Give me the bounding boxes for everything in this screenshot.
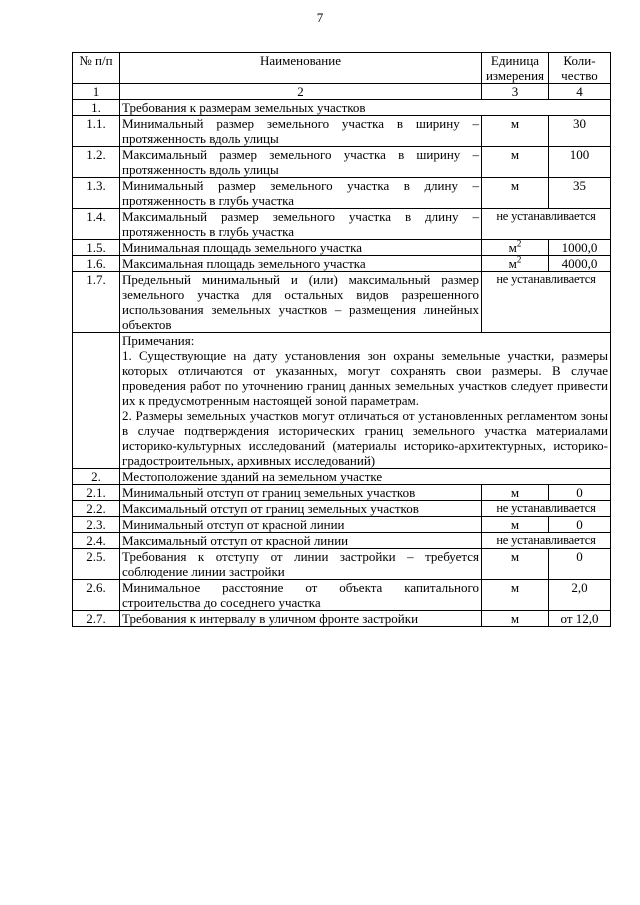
- row-num: 1.3.: [73, 178, 120, 209]
- row-merged-value: не устанавливается: [482, 533, 611, 549]
- notes-num-cell: [73, 333, 120, 469]
- index-cell: 4: [549, 84, 611, 100]
- table-row: [73, 178, 611, 209]
- row-name: Максимальный размер земельного участка в ширину – протяженность вдоль улицы: [120, 147, 482, 178]
- row-name: Максимальный размер земельного участка в длину – протяженность в глубь участка: [120, 209, 482, 240]
- page-number: 7: [316, 10, 324, 25]
- row-qty: 30: [549, 116, 611, 147]
- notes-paragraph-1: 1. Существующие на дату установления зон охраны земельные участки, размеры которых отличаются от указанных, могут сохранять свои размеры. В случае проведения работ по уточнению границ данных земельных участков следует привести их к предусмотренным настоящей зоной параметрам.: [122, 348, 608, 408]
- header-qty: Коли-чество: [549, 53, 611, 84]
- index-row: [73, 84, 611, 100]
- unit-superscript: 2: [516, 254, 522, 265]
- row-name: Минимальная площадь земельного участка: [120, 240, 482, 256]
- table-row: [73, 580, 611, 611]
- header-num: № п/п: [73, 53, 120, 84]
- row-merged-value: не устанавливается: [482, 501, 611, 517]
- row-qty: 0: [549, 517, 611, 533]
- row-num: 2.6.: [73, 580, 120, 611]
- row-num: 1.1.: [73, 116, 120, 147]
- row-unit: м: [482, 116, 549, 147]
- table-row: [73, 533, 611, 549]
- row-qty: 100: [549, 147, 611, 178]
- section-title: Требования к размерам земельных участков: [120, 100, 611, 116]
- table-row: [73, 100, 611, 116]
- row-qty: от 12,0: [549, 611, 611, 627]
- row-unit: м: [482, 147, 549, 178]
- notes-cell: [120, 333, 611, 469]
- row-name: Максимальный отступ от красной линии: [120, 533, 482, 549]
- table-row: [73, 549, 611, 580]
- index-cell: 1: [73, 84, 120, 100]
- index-cell: 3: [482, 84, 549, 100]
- row-name: Минимальный отступ от красной линии: [120, 517, 482, 533]
- row-unit: [482, 240, 549, 256]
- table-row: [73, 611, 611, 627]
- row-merged-value: не устанавливается: [482, 272, 611, 333]
- table-row: [73, 147, 611, 178]
- notes-title: Примечания:: [122, 333, 195, 348]
- section-title: Местоположение зданий на земельном участке: [120, 469, 611, 485]
- header-name: Наименование: [120, 53, 482, 84]
- notes-row: [73, 333, 611, 469]
- row-name: Требования к отступу от линии застройки – требуется соблюдение линии застройки: [120, 549, 482, 580]
- row-name: Максимальный отступ от границ земельных участков: [120, 501, 482, 517]
- row-unit: м: [482, 549, 549, 580]
- table-row: [73, 256, 611, 272]
- row-num: 2.7.: [73, 611, 120, 627]
- table-row: [73, 517, 611, 533]
- unit-text: м: [508, 256, 517, 271]
- row-num: 2.1.: [73, 485, 120, 501]
- row-name: Минимальный размер земельного участка в длину – протяженность в глубь участка: [120, 178, 482, 209]
- table-row: [73, 485, 611, 501]
- row-name: Минимальный отступ от границ земельных участков: [120, 485, 482, 501]
- unit-text: м: [508, 240, 517, 255]
- row-unit: м: [482, 580, 549, 611]
- row-name: Максимальная площадь земельного участка: [120, 256, 482, 272]
- table-row: [73, 272, 611, 333]
- table-row: [73, 469, 611, 485]
- row-name: Минимальный размер земельного участка в ширину – протяженность вдоль улицы: [120, 116, 482, 147]
- row-qty: 0: [549, 485, 611, 501]
- row-unit: м: [482, 611, 549, 627]
- table-row: [73, 501, 611, 517]
- row-qty: 35: [549, 178, 611, 209]
- row-num: 1.2.: [73, 147, 120, 178]
- row-unit: [482, 256, 549, 272]
- row-name: Минимальное расстояние от объекта капитального строительства до соседнего участка: [120, 580, 482, 611]
- row-qty: 2,0: [549, 580, 611, 611]
- header-unit: Единица измерения: [482, 53, 549, 84]
- row-num: 1.7.: [73, 272, 120, 333]
- row-num: 2.3.: [73, 517, 120, 533]
- parameters-table: [72, 52, 611, 627]
- row-qty: 4000,0: [549, 256, 611, 272]
- row-qty: 0: [549, 549, 611, 580]
- row-qty: 1000,0: [549, 240, 611, 256]
- table-row: [73, 240, 611, 256]
- table-header-row: [73, 53, 611, 84]
- row-num: 1.6.: [73, 256, 120, 272]
- row-unit: м: [482, 517, 549, 533]
- row-num: 1.: [73, 100, 120, 116]
- unit-superscript: 2: [516, 238, 522, 249]
- row-num: 2.4.: [73, 533, 120, 549]
- row-num: 1.5.: [73, 240, 120, 256]
- row-num: 2.: [73, 469, 120, 485]
- table-row: [73, 116, 611, 147]
- row-num: 2.5.: [73, 549, 120, 580]
- row-unit: м: [482, 485, 549, 501]
- row-num: 2.2.: [73, 501, 120, 517]
- row-merged-value: не устанавливается: [482, 209, 611, 240]
- notes-paragraph-2: 2. Размеры земельных участков могут отличаться от установленных регламентом зоны в случае подтверждения исторических границ земельного участка материалами историко-культурных исследований (материалы историко-архитектурных, историко-градостроительных, архивных исследований): [122, 408, 608, 468]
- row-unit: м: [482, 178, 549, 209]
- row-name: Требования к интервалу в уличном фронте застройки: [120, 611, 482, 627]
- row-num: 1.4.: [73, 209, 120, 240]
- row-name: Предельный минимальный и (или) максимальный размер земельного участка для остальных видов разрешенного использования земельных участков – размещения линейных объектов: [120, 272, 482, 333]
- table-row: [73, 209, 611, 240]
- index-cell: 2: [120, 84, 482, 100]
